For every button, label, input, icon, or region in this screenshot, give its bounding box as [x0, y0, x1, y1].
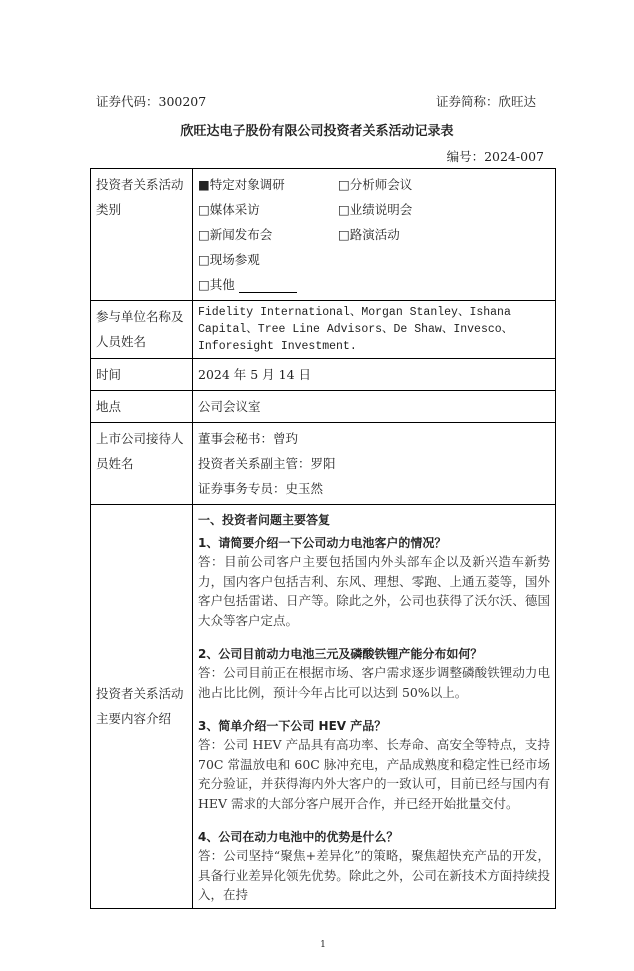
time-value: 2024 年 5 月 14 日 [193, 359, 556, 391]
checkbox-site-visit: □现场参观 [198, 252, 260, 267]
record-table [90, 168, 556, 909]
record-number: 编号：2024-007 [446, 149, 544, 164]
question: 2、公司目前动力电池三元及磷酸铁锂产能分布如何？ [198, 647, 483, 661]
document-body [90, 168, 556, 971]
participants-label: 参与单位名称及人员姓名 [91, 301, 193, 359]
participants-value: Fidelity International、Morgan Stanley、Ishana Capital、Tree Line Advisors、De Shaw、Invesco、Inforesight Investment. [193, 301, 556, 359]
checkbox-analyst-meeting: □分析师会议 [338, 177, 413, 192]
question: 3、简单介绍一下公司 HEV 产品？ [198, 719, 387, 733]
checkbox-media-interview: □媒体采访 [198, 202, 260, 217]
type-label: 投资者关系活动类别 [91, 169, 193, 301]
reception-person: 证券事务专员：史玉然 [198, 481, 324, 496]
checkbox-specific-research: ■特定对象调研 [198, 177, 285, 192]
reception-list [193, 423, 556, 505]
reception-person: 董事会秘书：曾玓 [198, 431, 299, 446]
content-body [193, 505, 556, 909]
reception-person: 投资者关系副主管：罗阳 [198, 456, 336, 471]
reception-label: 上市公司接待人员姓名 [91, 423, 193, 505]
content-label: 投资者关系活动主要内容介绍 [91, 505, 193, 909]
checkbox-other: □其他 [198, 277, 235, 292]
place-label: 地点 [91, 391, 193, 423]
section-heading: 一、投资者问题主要答复 [198, 513, 331, 527]
time-label: 时间 [91, 359, 193, 391]
page-number: 1 [320, 939, 326, 950]
place-value: 公司会议室 [193, 391, 556, 423]
question: 4、公司在动力电池中的优势是什么？ [198, 830, 399, 844]
checkbox-press-conference: □新闻发布会 [198, 227, 273, 242]
answer: 答：公司坚持“聚焦+差异化”的策略，聚焦超快充产品的开发，具备行业差异化领先优势。除此之外，公司在新技术方面持续投入，在持 [198, 848, 550, 902]
checkbox-earnings-call: □业绩说明会 [338, 202, 413, 217]
answer: 答：目前公司客户主要包括国内外头部车企以及新兴造车新势力，国内客户包括吉利、东风、理想、零跑、上通五菱等，国外客户包括雷诺、日产等。除此之外，公司也获得了沃尔沃、德国大众等客户定点。 [198, 554, 550, 628]
question: 1、请简要介绍一下公司动力电池客户的情况？ [198, 536, 447, 550]
type-options [193, 169, 556, 301]
answer: 答：公司目前正在根据市场、客户需求逐步调整磷酸铁锂动力电池占比比例，预计今年占比可以达到 50%以上。 [198, 665, 550, 700]
security-code: 证券代码：300207 [96, 94, 207, 109]
other-blank-line [239, 278, 297, 293]
page-title: 欣旺达电子股份有限公司投资者关系活动记录表 [180, 124, 454, 139]
answer: 答：公司 HEV 产品具有高功率、长寿命、高安全等特点，支持 70C 常温放电和 60C 脉冲充电，产品成熟度和稳定性已经市场充分验证，并获得海内外大客户的一致认可，目前已经与国内有 HEV 需求的大部分客户展开合作，并已经开始批量交付。 [198, 737, 550, 811]
checkbox-roadshow: □路演活动 [338, 227, 400, 242]
security-short-name: 证券简称：欣旺达 [436, 94, 537, 109]
